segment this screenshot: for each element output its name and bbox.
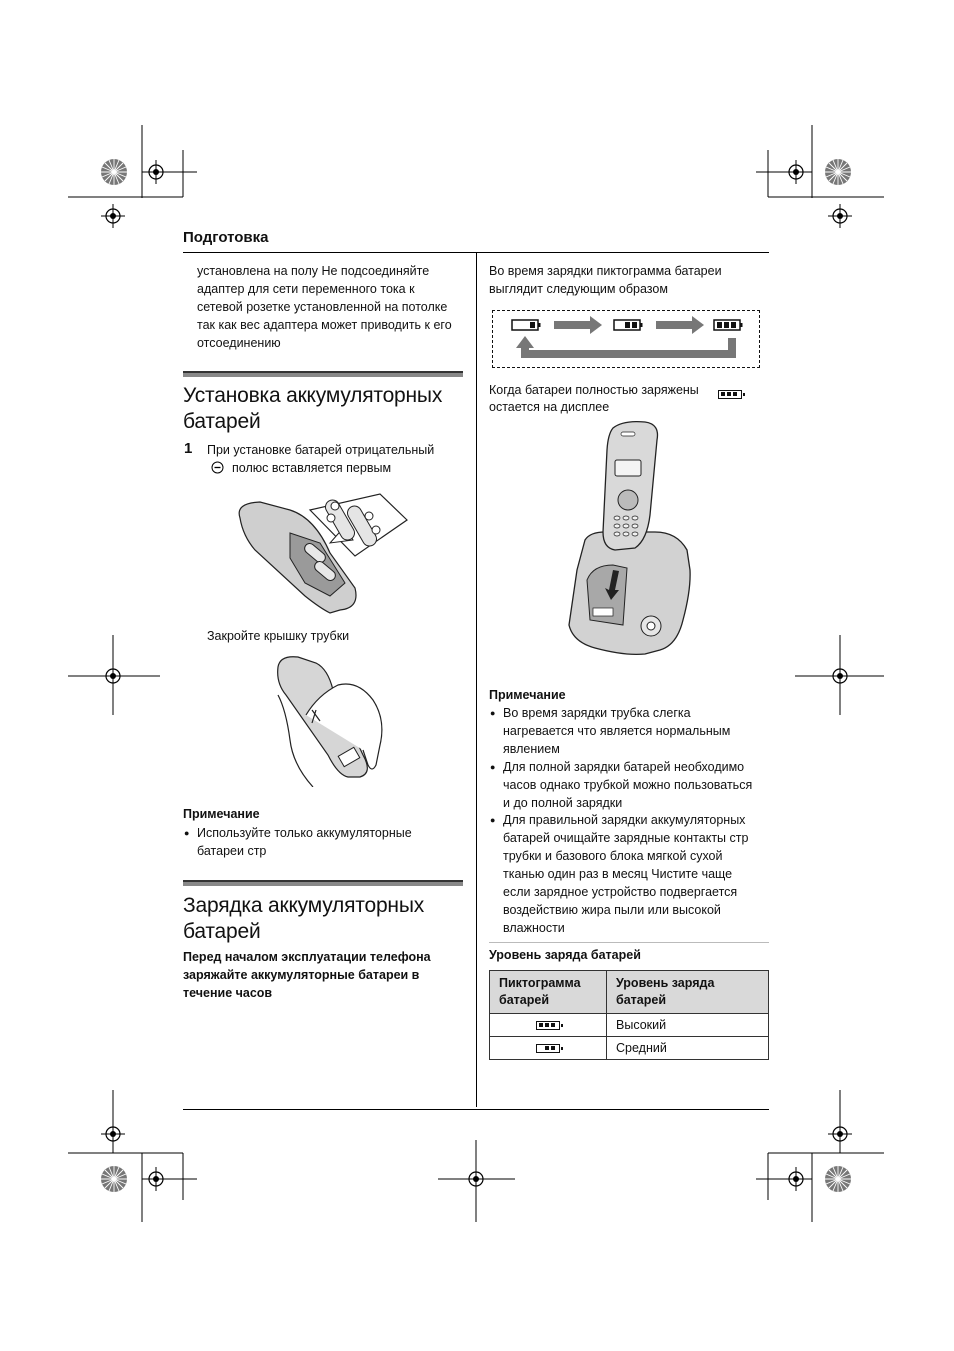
note-line: тканью один раз в месяц Чистите чаще: [503, 867, 733, 881]
full-charge-line2: остается на дисплее: [489, 400, 610, 414]
full-charge-line1: Когда батареи полностью заряжены: [489, 383, 699, 397]
close-cover-illustration: [268, 655, 393, 787]
header-text: батарей: [499, 993, 550, 1007]
section-rule: [183, 880, 463, 886]
note-line: часов однако трубкой можно пользоваться: [503, 778, 753, 792]
battery-icon: [718, 390, 742, 399]
starburst-icon: [101, 159, 127, 185]
note-line: батарей очищайте зарядные контакты стр: [503, 831, 749, 845]
note-title-right: Примечание: [489, 688, 566, 702]
arrow-right-icon: [554, 316, 602, 334]
battery-insertion-illustration: [235, 488, 410, 616]
arrow-return-icon: [516, 336, 732, 354]
step-number: 1: [184, 440, 193, 457]
note-bullet: [197, 824, 412, 860]
section-rule: [183, 371, 463, 377]
charge-line: заряжайте аккумуляторные батареи в: [183, 968, 420, 982]
table-row: [490, 1014, 769, 1037]
note-bullet: [503, 704, 730, 758]
step1-line1: При установке батарей отрицательный: [207, 443, 435, 457]
step1-line2: полюс вставляется первым: [232, 461, 392, 475]
charge-line: Перед началом эксплуатации телефона: [183, 950, 431, 964]
starburst-icon: [825, 159, 851, 185]
starburst-icon: [101, 1166, 127, 1192]
charge-title-line: батарей: [183, 920, 261, 943]
minus-circle-icon: [211, 461, 224, 474]
charge-title-line: Зарядка аккумуляторных: [183, 894, 425, 917]
charge-title: [183, 893, 468, 945]
table-row: [490, 1037, 769, 1060]
battery-icon: [536, 1021, 560, 1030]
level-title: Уровень заряда батарей: [489, 948, 641, 962]
note-line: ● Используйте только аккумуляторные: [197, 826, 412, 840]
note-line: нагревается что является нормальным: [503, 724, 731, 738]
table-cell-icon: [490, 1037, 607, 1060]
note-title: Примечание: [183, 807, 260, 821]
note-line: ● Для полной зарядки батарей необходимо: [503, 760, 745, 774]
note-line: влажности: [503, 921, 565, 935]
intro-line: установлена на полу Не подсоединяйте: [197, 264, 430, 278]
intro-line: так как вес адаптера может приводить к его: [197, 318, 452, 332]
table-header-row: [490, 971, 769, 1014]
note-line: воздействию жира пыли или высокой: [503, 903, 721, 917]
battery-icon: [614, 320, 643, 330]
note-line: трубки и базового блока мягкой сухой: [503, 849, 723, 863]
footer-rule: [183, 1109, 769, 1110]
charge-line: течение часов: [183, 986, 273, 1000]
level-rule: [489, 942, 769, 943]
intro-text: [197, 262, 467, 352]
battery-sequence: [492, 310, 760, 368]
note-line: явлением: [503, 742, 560, 756]
intro-line: отсоединению: [197, 336, 281, 350]
install-title: [183, 383, 468, 435]
note-line: батареи стр: [197, 844, 267, 858]
header-text: Уровень заряда: [616, 976, 715, 990]
charging-line: Во время зарядки пиктограмма батареи: [489, 264, 722, 278]
starburst-icon: [825, 1166, 851, 1192]
note-line: ● Во время зарядки трубка слегка: [503, 706, 691, 720]
table-cell-icon: [490, 1014, 607, 1037]
section-header: Подготовка: [183, 229, 269, 246]
note-line: ● Для правильной зарядки аккумуляторных: [503, 813, 746, 827]
crosshair-icon: [101, 204, 125, 228]
install-title-line: батарей: [183, 410, 261, 433]
step2-text: Закройте крышку трубки: [207, 629, 350, 643]
note-bullet: [503, 811, 748, 937]
intro-line: сетевой розетке установленной на потолке: [197, 300, 448, 314]
charge-instructions: [183, 948, 468, 1002]
header-text: Пиктограмма: [499, 976, 581, 990]
table-header-level: [607, 971, 769, 1014]
intro-line: адаптер для сети переменного тока к: [197, 282, 415, 296]
battery-icon: [512, 320, 541, 330]
charging-icon-text: [489, 262, 769, 298]
battery-level-table: [489, 970, 769, 1060]
header-text: батарей: [616, 993, 667, 1007]
battery-icon: [714, 320, 743, 330]
note-line: если зарядное устройство подвергается: [503, 885, 738, 899]
install-title-line: Установка аккумуляторных: [183, 384, 443, 407]
table-header-icon: [490, 971, 607, 1014]
phone-charger-illustration: [565, 420, 693, 662]
crosshair-icon: [828, 204, 852, 228]
arrow-right-icon: [656, 316, 704, 334]
table-cell-level: Средний: [607, 1037, 769, 1060]
column-divider: [476, 253, 477, 1107]
charging-line: выглядит следующим образом: [489, 282, 668, 296]
battery-icon: [536, 1044, 560, 1053]
note-line: и до полной зарядки: [503, 796, 623, 810]
table-cell-level: Высокий: [607, 1014, 769, 1037]
note-bullet: [503, 758, 752, 812]
